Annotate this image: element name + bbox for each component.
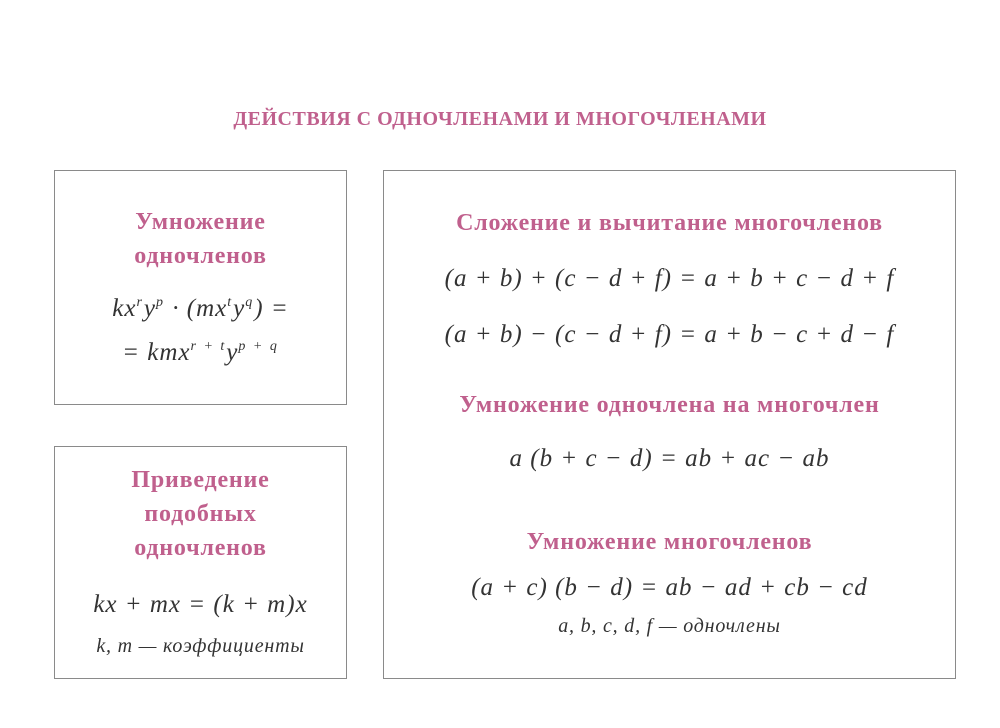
- monomial-multiplication-formula-1: $kx^ry^p \cdot (mx^ty^q)$ =: [112, 295, 289, 322]
- monomial-multiplication-heading-1: Умножение: [135, 209, 266, 235]
- polynomial-note: a, b, c, d, f — одночлены: [558, 615, 781, 637]
- monomial-multiplication-formula-2: = $kmx^{r + t}y^{p + q}$: [122, 339, 279, 366]
- monomial-polynomial-heading: Умножение одночлена на многочлен: [459, 392, 880, 418]
- page-title: ДЕЙСТВИЯ С ОДНОЧЛЕНАМИ И МНОГОЧЛЕНАМИ: [233, 108, 767, 130]
- subtraction-formula: (a + b) − (c − d + f) = a + b − c + d − f: [444, 321, 895, 348]
- like-terms-box: [54, 446, 347, 679]
- like-terms-note: k, m — коэффициенты: [96, 635, 305, 657]
- add-sub-heading: Сложение и вычитание многочленов: [456, 210, 883, 236]
- monomial-multiplication-heading-2: одночленов: [134, 243, 267, 269]
- monomial-polynomial-formula: a (b + c − d) = ab + ac − ab: [509, 445, 830, 472]
- polynomial-operations-box: [383, 170, 956, 679]
- like-terms-heading-2: подобных: [144, 501, 257, 527]
- addition-formula: (a + b) + (c − d + f) = a + b + c − d + f: [444, 265, 895, 292]
- polynomial-polynomial-heading: Умножение многочленов: [526, 529, 813, 555]
- monomial-multiplication-box: [54, 170, 347, 405]
- like-terms-heading-3: одночленов: [134, 535, 267, 561]
- like-terms-heading-1: Приведение: [131, 467, 270, 493]
- like-terms-formula: kx + mx = (k + m)x: [93, 591, 308, 618]
- polynomial-polynomial-formula: (a + c) (b − d) = ab − ad + cb − cd: [471, 574, 868, 601]
